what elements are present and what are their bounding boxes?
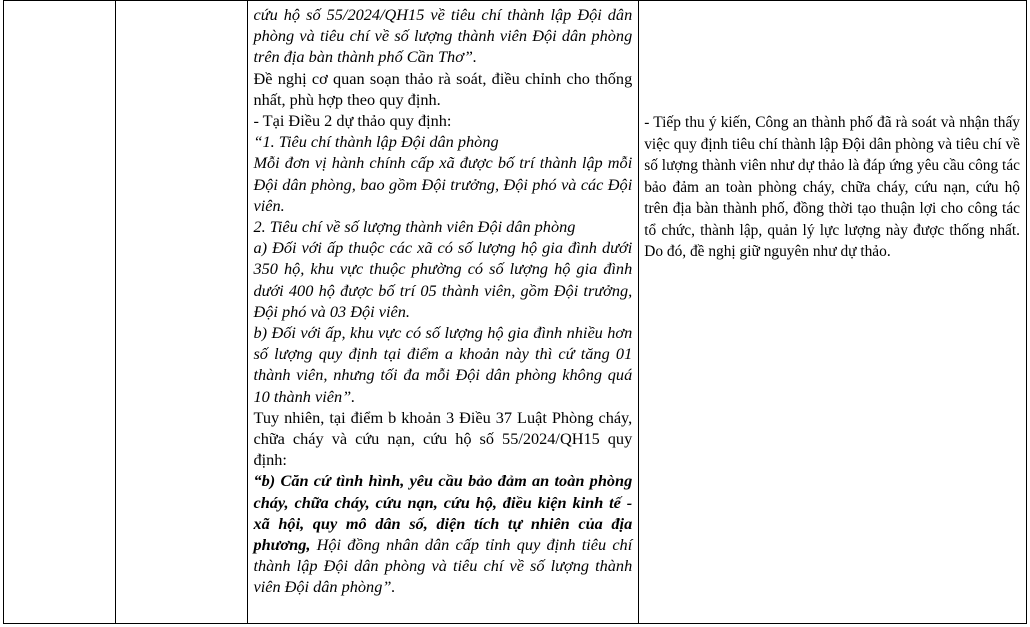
quote-paragraph: Mỗi đơn vị hành chính cấp xã được bố trí thành lập mỗi Đội dân phòng, bao gồm Đội trưởng, Đội phó và các Đội viên.	[253, 153, 633, 215]
column-1-cell	[4, 1, 116, 624]
quote-heading: “1. Tiêu chí thành lập Đội dân phòng	[253, 132, 499, 152]
quote-paragraph: b) Đối với ấp, khu vực có số lượng hộ gia đình nhiều hơn số lượng quy định tại điểm a khoản này thì cứ tăng 01 thành viên, nhưng tối đa mỗi Đội dân phòng không quá 10 thành viên”.	[253, 323, 633, 406]
comment-paragraph: Tuy nhiên, tại điểm b khoản 3 Điều 37 Luật Phòng cháy, chữa cháy và cứu nạn, cứu hộ số 55/2024/QH15 quy định:	[253, 407, 633, 470]
comment-cell	[248, 1, 639, 624]
law-quote-rest: Hội đồng nhân dân cấp tỉnh quy định tiêu chí thành lập Đội dân phòng và tiêu chí về số lượng thành viên Đội dân phòng”.	[253, 535, 633, 597]
law-quote	[253, 470, 632, 597]
comment-paragraph: Đề nghị cơ quan soạn thảo rà soát, điều chỉnh cho thống nhất, phù hợp theo quy định.	[253, 68, 633, 109]
law-quote-bold: “b) Căn cứ tình hình, yêu cầu bảo đảm an toàn phòng cháy, chữa cháy, cứu nạn, cứu hộ, điều kiện kinh tế - xã hội, quy mô dân số, diện tích tự nhiên của địa phương,	[253, 471, 633, 555]
comment-paragraph: cứu hộ số 55/2024/QH15 về tiêu chí thành lập Đội dân phòng và tiêu chí về số lượng thành viên Đội dân phòng trên địa bàn thành phố Cần Thơ”.	[253, 5, 633, 67]
table-row	[4, 1, 1027, 624]
response-cell	[639, 1, 1027, 624]
response-paragraph: - Tiếp thu ý kiến, Công an thành phố đã rà soát và nhận thấy việc quy định tiêu chí thành lập Đội dân phòng và tiêu chí về số lượng thành viên như dự thảo là đáp ứng yêu cầu công tác bảo đảm an toàn phòng cháy, chữa cháy, cứu nạn, cứu hộ trên địa bàn thành phố, đồng thời tạo thuận lợi cho công tác tổ chức, thành lập, quản lý lực lượng này được thống nhất. Do đó, đề nghị giữ nguyên như dự thảo.	[644, 114, 1020, 260]
comment-paragraph: - Tại Điều 2 dự thảo quy định:	[253, 111, 452, 131]
response-content	[639, 112, 1026, 263]
comment-content	[248, 1, 638, 598]
quote-paragraph: a) Đối với ấp thuộc các xã có số lượng hộ gia đình dưới 350 hộ, khu vực thuộc phường có số lượng hộ gia đình dưới 400 hộ được bố trí 05 thành viên, gồm Đội trưởng, Đội phó và 03 Đội viên.	[253, 238, 633, 321]
column-2-cell	[116, 1, 248, 624]
feedback-table	[3, 0, 1027, 624]
quote-heading: 2. Tiêu chí về số lượng thành viên Đội dân phòng	[253, 217, 576, 237]
